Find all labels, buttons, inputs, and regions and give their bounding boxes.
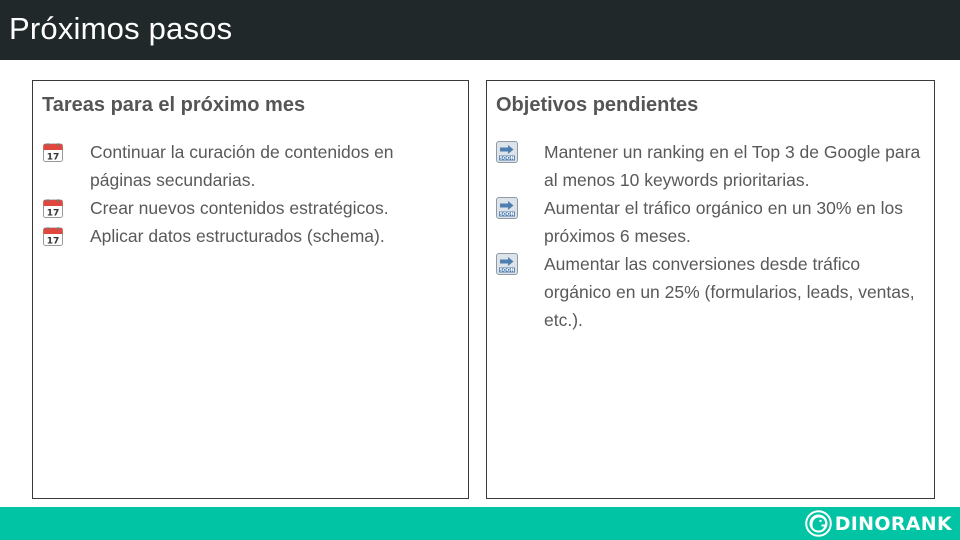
goal-item [496, 194, 926, 250]
dinorank-logo [805, 510, 952, 537]
tasks-panel-title: Tareas para el próximo mes [42, 94, 306, 116]
page-title: Próximos pasos [9, 11, 233, 46]
goal-item [496, 138, 926, 194]
svg-text:17: 17 [46, 152, 60, 163]
soon-arrow-icon [496, 253, 518, 275]
logo-wordmark: DINORANK [834, 512, 952, 535]
task-item [42, 222, 452, 250]
goal-item [496, 250, 926, 334]
dinosaur-logo-icon [805, 510, 832, 537]
calendar-icon [42, 225, 64, 247]
task-text: Aplicar datos estructurados (schema). [90, 226, 385, 246]
calendar-icon [42, 197, 64, 219]
task-text: Continuar la curación de contenidos en páginas secundarias. [90, 142, 394, 190]
goal-text: Aumentar el tráfico orgánico en un 30% en los próximos 6 meses. [544, 198, 903, 246]
goals-panel-title: Objetivos pendientes [496, 94, 699, 116]
goal-text: Aumentar las conversiones desde tráfico orgánico en un 25% (formularios, leads, ventas, etc.). [544, 254, 915, 330]
task-item [42, 138, 452, 194]
calendar-icon [42, 141, 64, 163]
svg-text:SOON: SOON [499, 156, 515, 162]
goals-panel [486, 80, 935, 499]
svg-text:SOON: SOON [499, 268, 515, 274]
slide-header [0, 0, 960, 60]
task-item [42, 194, 452, 222]
task-text: Crear nuevos contenidos estratégicos. [90, 198, 389, 218]
goal-text: Mantener un ranking en el Top 3 de Google para al menos 10 keywords prioritarias. [544, 142, 921, 190]
soon-arrow-icon [496, 141, 518, 163]
tasks-list [42, 138, 452, 250]
goals-list [496, 138, 926, 334]
svg-text:SOON: SOON [499, 212, 515, 218]
soon-arrow-icon [496, 197, 518, 219]
tasks-panel [32, 80, 469, 499]
svg-text:17: 17 [46, 236, 60, 247]
slide-footer [0, 507, 960, 540]
svg-text:17: 17 [46, 208, 60, 219]
